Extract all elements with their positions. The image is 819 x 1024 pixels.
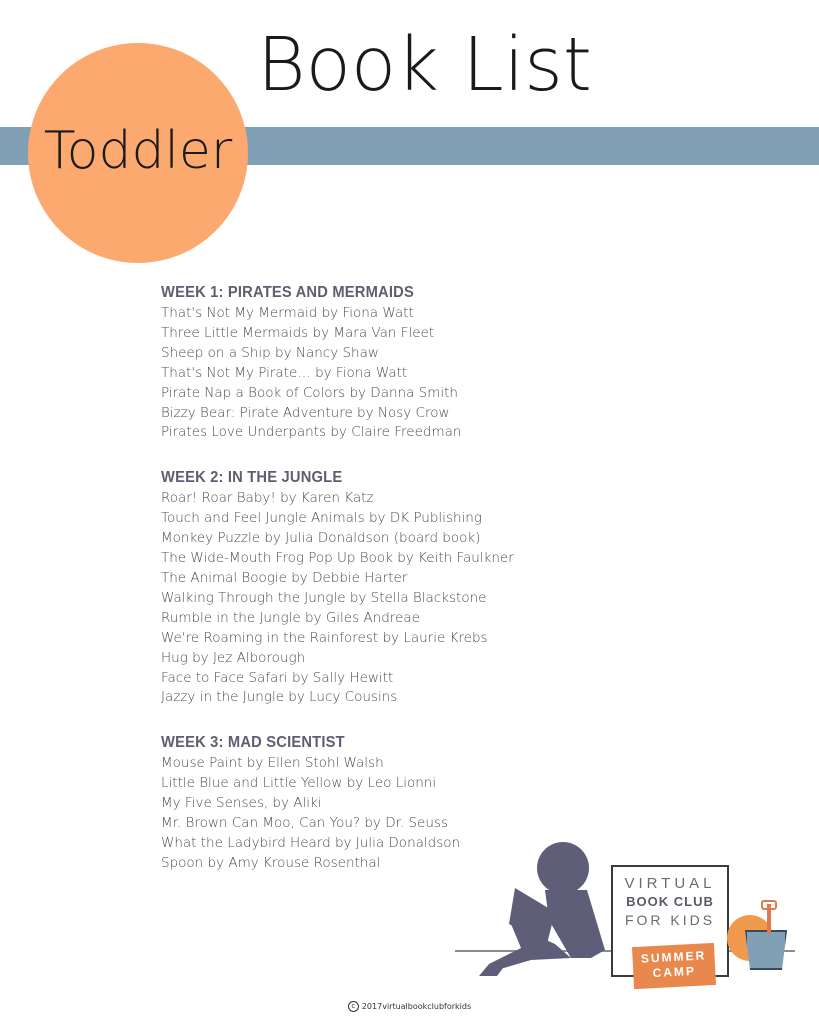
book-item: Roar! Roar Baby! by Karen Katz — [161, 490, 374, 507]
week-section-2 — [161, 468, 681, 708]
sand-pail-icon — [745, 930, 787, 970]
book-item: Rumble in the Jungle by Giles Andreae — [161, 609, 420, 626]
shovel-handle-icon — [761, 900, 777, 910]
book-item: The Wide-Mouth Frog Pop Up Book by Keith Faulkner — [161, 550, 514, 567]
book-item: My Five Senses, by Aliki — [161, 795, 322, 812]
camp-text-camp: CAMP — [652, 963, 697, 981]
page-title: Book List — [257, 22, 592, 108]
book-list — [161, 283, 681, 899]
book-item: Touch and Feel Jungle Animals by DK Publishing — [161, 510, 482, 527]
copyright-text: 2017virtualbookclubforkids — [361, 1002, 472, 1011]
book-item: Little Blue and Little Yellow by Leo Lionni — [161, 775, 437, 792]
week-section-1 — [161, 283, 681, 443]
book-item: Pirates Love Underpants by Claire Freedman — [161, 424, 462, 441]
book-item: We're Roaming in the Rainforest by Laurie Krebs — [161, 629, 488, 646]
book-item: The Animal Boogie by Debbie Harter — [161, 569, 408, 586]
book-item: Spoon by Amy Krouse Rosenthal — [161, 854, 381, 871]
age-badge — [28, 43, 248, 263]
book-item: Walking Through the Jungle by Stella Blackstone — [161, 589, 487, 606]
week-title: WEEK 2: IN THE JUNGLE — [161, 469, 343, 487]
logo-text-virtual: VIRTUAL — [624, 875, 716, 892]
book-club-logo — [455, 840, 795, 990]
book-item: Three Little Mermaids by Mara Van Fleet — [161, 324, 435, 341]
week-title: WEEK 3: MAD SCIENTIST — [161, 734, 345, 752]
age-badge-label: Toddler — [43, 121, 233, 181]
book-item: Face to Face Safari by Sally Hewitt — [161, 669, 394, 686]
logo-text-book-club: BOOK CLUB — [626, 894, 714, 909]
book-item: Bizzy Bear: Pirate Adventure by Nosy Crow — [161, 404, 450, 421]
book-item: What the Ladybird Heard by Julia Donaldson — [161, 834, 461, 851]
book-item: Mr. Brown Can Moo, Can You? by Dr. Seuss — [161, 815, 448, 832]
book-item: Pirate Nap a Book of Colors by Danna Smith — [161, 384, 458, 401]
reading-child-icon — [475, 840, 615, 982]
book-item: Jazzy in the Jungle by Lucy Cousins — [161, 689, 398, 706]
logo-text-for-kids: FOR KIDS — [624, 912, 716, 928]
footer-copyright — [0, 1001, 819, 1012]
summer-camp-sign — [632, 943, 716, 989]
book-item: That's Not My Mermaid by Fiona Watt — [161, 305, 414, 321]
copyright-icon: c — [348, 1001, 359, 1012]
book-item: Monkey Puzzle by Julia Donaldson (board book) — [161, 530, 481, 547]
book-item: That's Not My Pirate… by Fiona Watt — [161, 364, 408, 381]
book-item: Mouse Paint by Ellen Stohl Walsh — [161, 755, 384, 772]
camp-text-summer: SUMMER — [640, 948, 707, 966]
week-title: WEEK 1: PIRATES AND MERMAIDS — [161, 284, 414, 301]
book-item: Hug by Jez Alborough — [161, 649, 306, 666]
book-item: Sheep on a Ship by Nancy Shaw — [161, 344, 379, 361]
